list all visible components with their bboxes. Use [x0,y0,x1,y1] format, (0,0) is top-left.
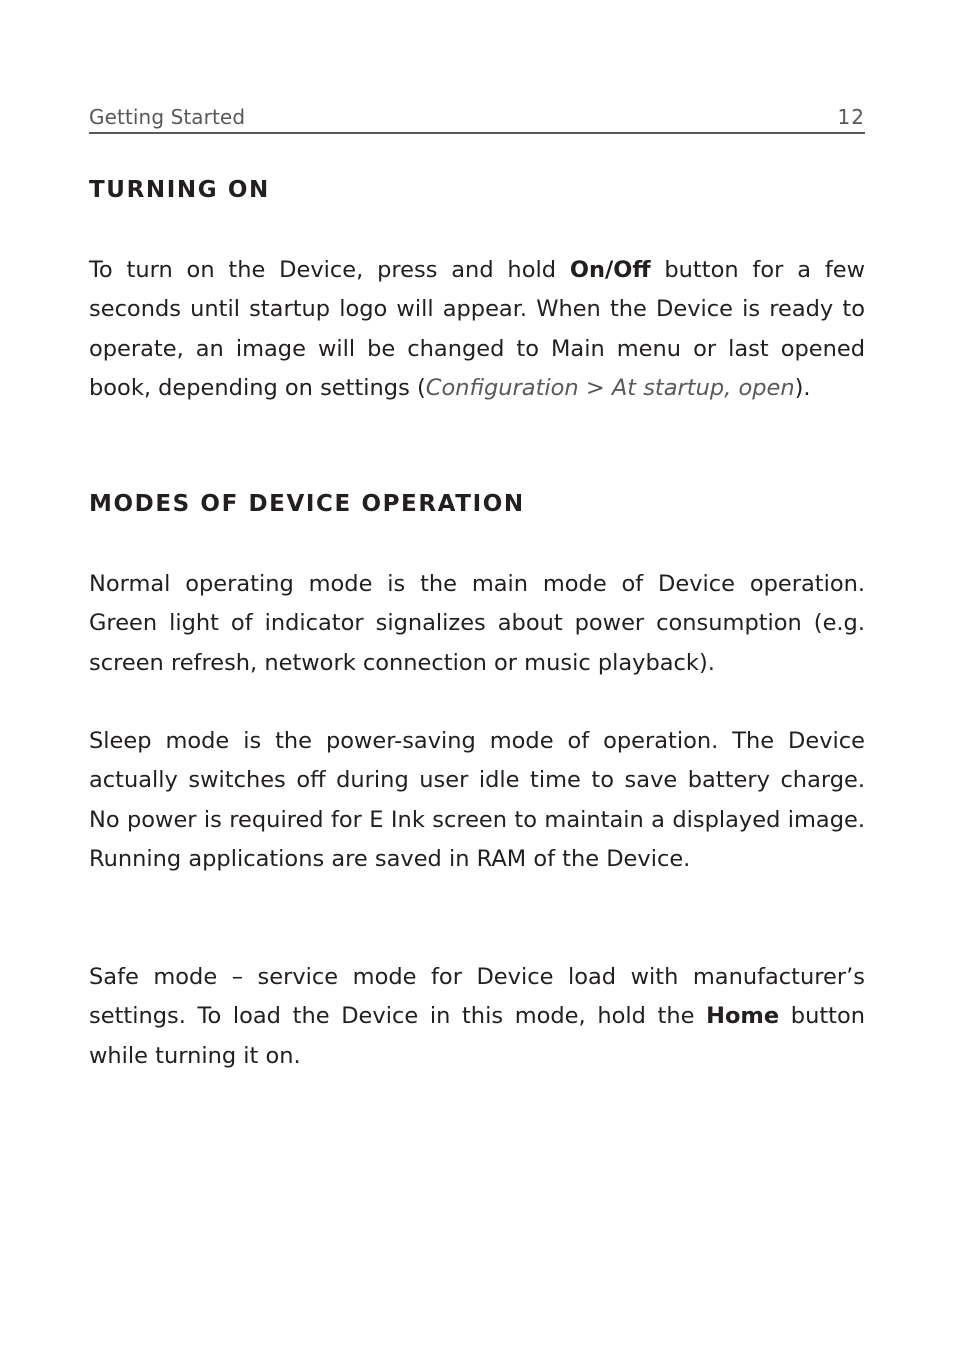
paragraph-text: button for a few seconds until startup logo will appear. When the Device is ready to operate, an image will be changed to Main menu or last opened book, depending on settings ( [89,257,865,401]
header-section-title: Getting Started [89,105,246,129]
paragraph-sleep-mode: Sleep mode is the power-saving mode of operation. The Device actually switches off during user idle time to save battery charge. No power is required for E Ink screen to maintain a displayed image. Running applications are saved in RAM of the Device. [89,728,865,872]
page-number: 12 [837,105,865,129]
heading-modes-of-operation: MODES OF DEVICE OPERATION [89,491,525,517]
running-header [89,104,865,134]
paragraph-normal-mode: Normal operating mode is the main mode of Device operation. Green light of indicator signalizes about power consumption (e.g. screen refresh, network connection or music playback). [89,571,865,676]
paragraph-text: Safe mode – service mode for Device load with manufacturer’s settings. To load the Device in this mode, hold the [89,964,865,1030]
settings-path: Configuration > At startup, open [425,374,795,401]
paragraph-text: button while turning it on. [89,1003,865,1069]
paragraph-safe-mode [89,958,865,1076]
heading-turning-on: TURNING ON [89,177,270,203]
on-off-button-name: On/Off [569,257,651,283]
home-button-name: Home [706,1003,780,1030]
paragraph-text: ). [794,374,811,401]
paragraph-turning-on [89,251,865,408]
paragraph-text: To turn on the Device, press and hold [89,257,570,283]
